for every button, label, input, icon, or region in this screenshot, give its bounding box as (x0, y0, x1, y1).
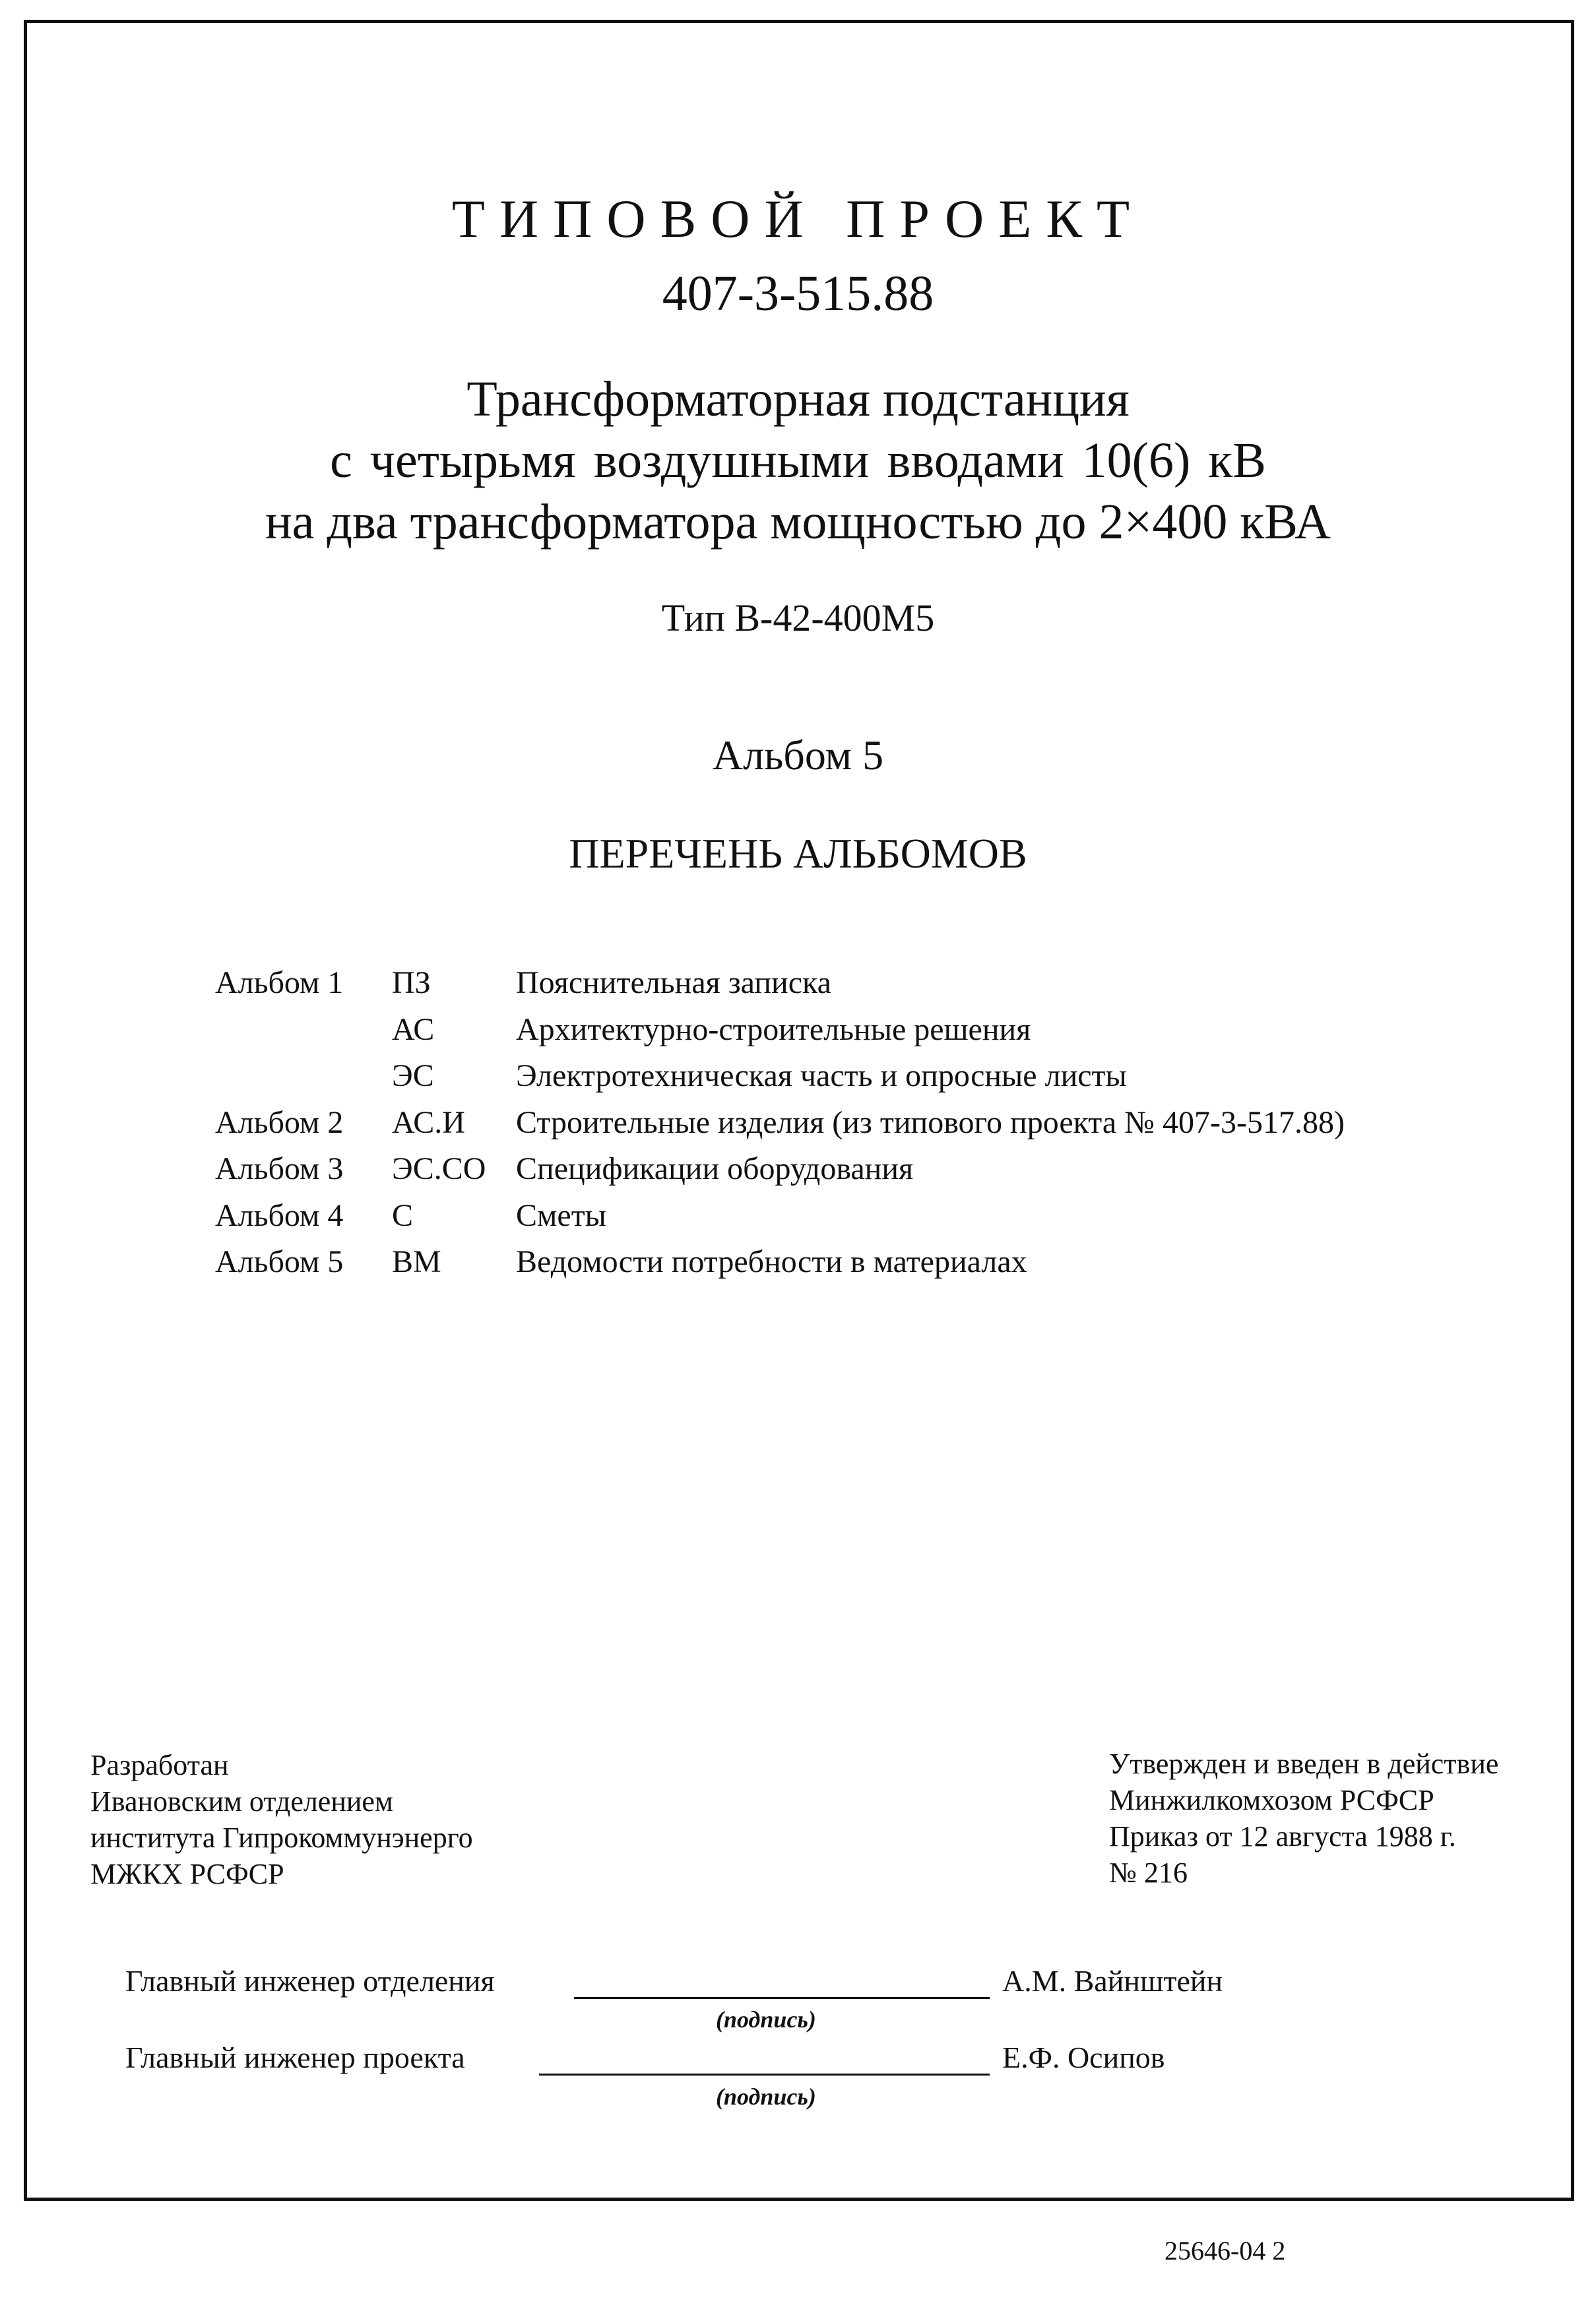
album-label: Альбом 1 (215, 965, 344, 1000)
album-label: Альбом 4 (215, 1197, 344, 1233)
album-label: Альбом 5 (215, 1244, 344, 1279)
project-name-line-2: с четырьмя воздушными вводами 10(6) кВ (330, 433, 1266, 488)
album-code: ЭС (392, 1058, 434, 1093)
developed-line: Ивановским отделением (90, 1785, 393, 1818)
album-code: С (392, 1197, 414, 1233)
approval-line: Приказ от 12 августа 1988 г. (1109, 1820, 1456, 1853)
signature-name-project: Е.Ф. Осипов (1002, 2041, 1165, 2074)
album-number: Альбом 5 (712, 732, 884, 778)
signature-role-project: Главный инженер проекта (125, 2041, 465, 2074)
album-code: ПЗ (392, 965, 431, 1000)
album-list-heading: ПЕРЕЧЕНЬ АЛЬБОМОВ (569, 830, 1027, 877)
project-name-line-1: Трансформаторная подстанция (466, 371, 1130, 427)
album-title: Архитектурно-строительные решения (516, 1011, 1031, 1047)
signature-line-project (539, 2074, 990, 2076)
album-code: АС (392, 1011, 435, 1047)
developed-line: института Гипрокоммунэнерго (90, 1822, 473, 1854)
developed-line: МЖКХ РСФСР (90, 1858, 284, 1890)
album-title: Ведомости потребности в материалах (516, 1244, 1027, 1279)
album-code: ЭС.СО (392, 1151, 486, 1186)
album-title: Пояснительная записка (516, 965, 831, 1000)
album-title: Сметы (516, 1197, 606, 1233)
album-label: Альбом 2 (215, 1104, 344, 1140)
signature-name-dept: А.М. Вайнштейн (1002, 1964, 1223, 1998)
signature-caption-dept: (подпись) (716, 2006, 816, 2033)
album-title: Строительные изделия (из типового проекта № 407-3-517.88) (516, 1104, 1345, 1140)
developed-by-block (90, 1747, 473, 1892)
project-type: Тип В-42-400М5 (661, 596, 935, 639)
project-name-line-3: на два трансформатора мощностью до 2×400 кВА (265, 494, 1331, 550)
developed-line: Разработан (90, 1749, 229, 1781)
approval-line: № 216 (1109, 1857, 1188, 1889)
signature-caption-project: (подпись) (716, 2083, 816, 2110)
album-label: Альбом 3 (215, 1151, 344, 1186)
signature-line-dept (574, 1997, 990, 1999)
album-code: АС.И (392, 1104, 465, 1140)
project-number: 407-3-515.88 (662, 266, 934, 321)
document-code: 25646-04 2 (1165, 2236, 1286, 2266)
signature-role-dept: Главный инженер отделения (125, 1964, 495, 1998)
document-title: ТИПОВОЙ ПРОЕКТ (451, 189, 1145, 249)
album-title: Спецификации оборудования (516, 1151, 914, 1186)
album-title: Электротехническая часть и опросные листы (516, 1058, 1127, 1093)
approval-block (1109, 1746, 1498, 1891)
album-code: ВМ (392, 1244, 441, 1279)
approval-line: Утвержден и введен в действие (1109, 1748, 1499, 1780)
approval-line: Минжилкомхозом РСФСР (1109, 1784, 1434, 1816)
